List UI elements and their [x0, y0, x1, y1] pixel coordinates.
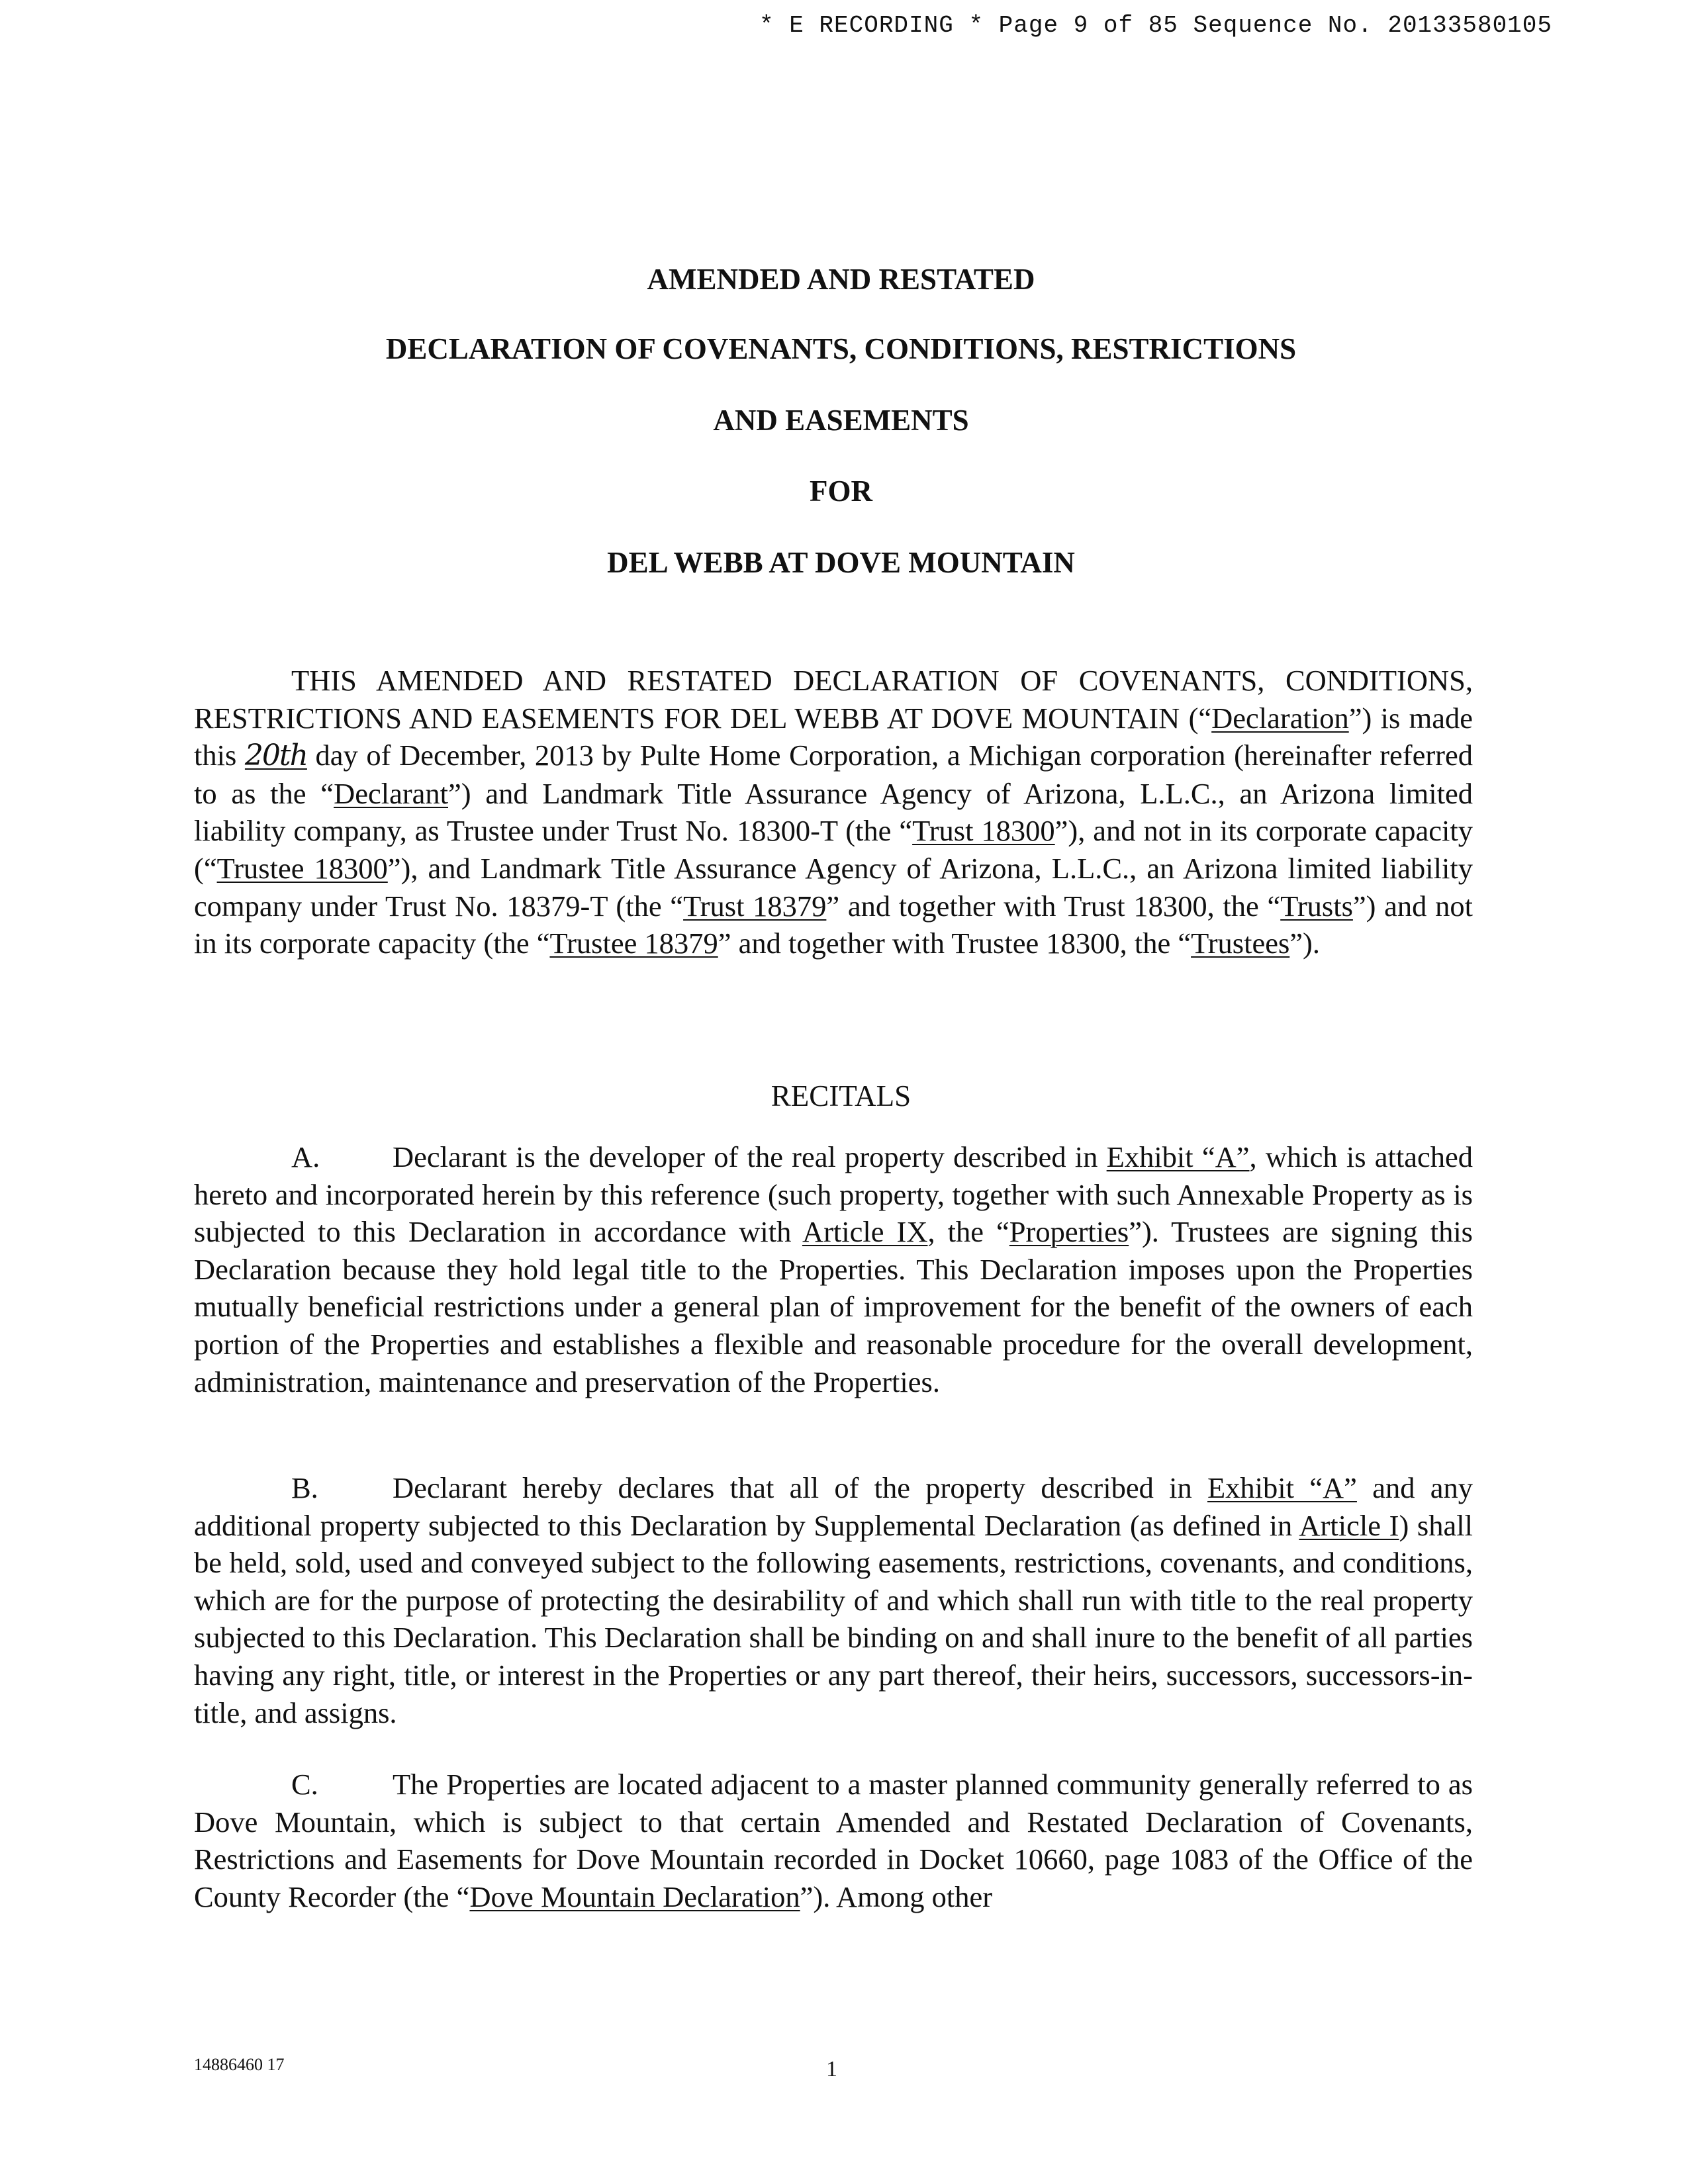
defined-term-properties: Properties — [1009, 1215, 1129, 1249]
title-line-1: AMENDED AND RESTATED — [647, 263, 1035, 296]
recital-a: A. Declarant is the developer of the real property described in Exhibit “A”, which is attached hereto and incorporated herein by this reference (such property, together with such Annexable Property as is subjected to this Declaration in accordance with Article IX, the “Properties”). Trustees are signing this Declaration because they hold legal title to the Properties. This Declaration imposes upon the Properties mutually beneficial restrictions under a general plan of improvement for the benefit of the owners of each portion of the Properties and establishes a flexible and reasonable procedure for the overall development, administration, maintenance and preservation of the Properties. — [194, 1138, 1473, 1400]
recital-c: C. The Properties are located adjacent to a master planned community generally referred to as Dove Mountain, which is subject to that certain Amended and Restated Declaration of Covenants, Restrictions and Easements for Dove Mountain recorded in Docket 10660, page 1083 of the Office of the County Recorder (the “Dove Mountain Declaration”). Among other — [194, 1766, 1473, 1915]
handwritten-day: 20th — [244, 739, 307, 773]
title-line-5: DEL WEBB AT DOVE MOUNTAIN — [607, 546, 1075, 579]
defined-term-trust-18379: Trust 18379 — [683, 889, 827, 923]
article-i-reference: Article I — [1299, 1508, 1399, 1542]
exhibit-a-reference: Exhibit “A” — [1207, 1471, 1357, 1504]
defined-term-trustee-18379: Trustee 18379 — [549, 927, 718, 960]
page-number: 1 — [826, 2057, 837, 2081]
recital-b: B. Declarant hereby declares that all of the property described in Exhibit “A” and any additional property subjected to this Declaration by Supplemental Declaration (as defined in Article I) shall be held, sold, used and conveyed subject to the following easements, restrictions, covenants, and conditions, which are for the purpose of protecting the desirability of and which shall run with title to the real property subjected to this Declaration. This Declaration shall be binding on and shall inure to the benefit of all parties having any right, title, or interest in the Properties or any part thereof, their heirs, successors, successors-in-title, and assigns. — [194, 1469, 1473, 1731]
defined-term-trustees: Trustees — [1191, 927, 1290, 960]
article-ix-reference: Article IX — [802, 1215, 928, 1249]
document-number: 14886460 17 — [194, 2055, 285, 2074]
exhibit-a-reference: Exhibit “A” — [1106, 1140, 1250, 1173]
recital-a-letter: A. — [291, 1140, 320, 1173]
recording-header: * E RECORDING * Page 9 of 85 Sequence No. 20133580105 — [759, 12, 1552, 39]
recitals-heading: RECITALS — [771, 1079, 911, 1113]
title-line-2: DECLARATION OF COVENANTS, CONDITIONS, RESTRICTIONS — [385, 332, 1297, 365]
defined-term-trusts: Trusts — [1280, 889, 1353, 923]
defined-term-trustee-18300: Trustee 18300 — [216, 851, 388, 885]
defined-term-trust-18300: Trust 18300 — [912, 814, 1055, 848]
defined-term-dove-mountain-declaration: Dove Mountain Declaration — [469, 1880, 800, 1913]
title-line-3: AND EASEMENTS — [713, 404, 969, 437]
intro-paragraph: THIS AMENDED AND RESTATED DECLARATION OF COVENANTS, CONDITIONS, RESTRICTIONS AND EASEMENTS FOR DEL WEBB AT DOVE MOUNTAIN (“Declaration”) is made this 20th day of December, 2013 by Pulte Home Corporation, a Michigan corporation (hereinafter referred to as the “Declarant”) and Landmark Title Assurance Agency of Arizona, L.L.C., an Arizona limited liability company, as Trustee under Trust No. 18300-T (the “Trust 18300”), and not in its corporate capacity (“Trustee 18300”), and Landmark Title Assurance Agency of Arizona, L.L.C., an Arizona limited liability company under Trust No. 18379-T (the “Trust 18379” and together with Trust 18300, the “Trusts”) and not in its corporate capacity (the “Trustee 18379” and together with Trustee 18300, the “Trustees”). — [194, 664, 1473, 960]
defined-term-declaration: Declaration — [1211, 701, 1349, 735]
recital-c-letter: C. — [291, 1768, 318, 1801]
defined-term-declarant: Declarant — [334, 776, 448, 810]
recital-b-letter: B. — [291, 1471, 318, 1504]
title-line-4: FOR — [810, 475, 872, 508]
